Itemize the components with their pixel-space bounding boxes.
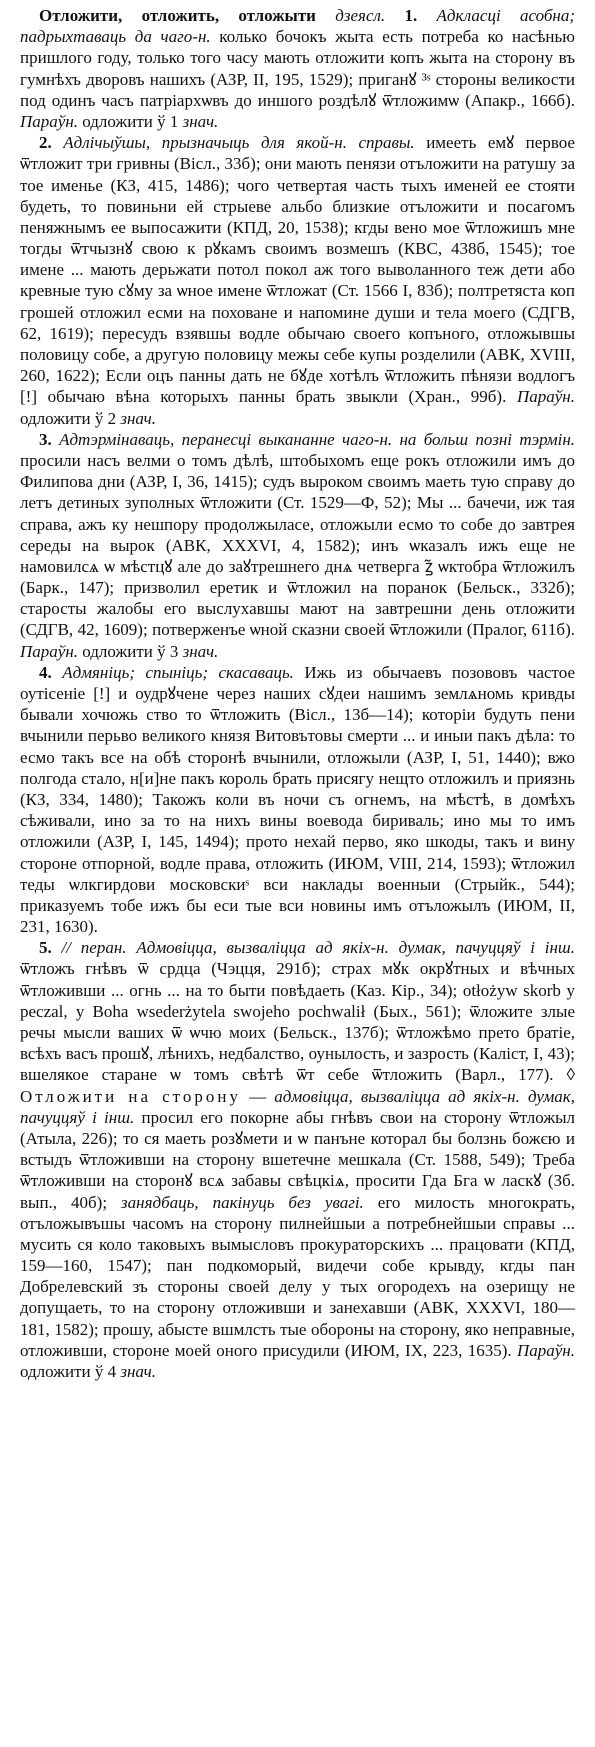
sense-2-run-5: знач. — [120, 408, 157, 428]
sense-3-paragraph — [20, 429, 575, 662]
sense-2-run-4: одложити ў 2 — [20, 408, 121, 428]
sense-4-run-0: 4. — [39, 662, 52, 682]
sense-5-run-5: адмовіцца, вызваліцца ад якіх-н. думак, пачуццяў і інш. — [20, 1086, 575, 1127]
sense-5-run-6: просил его покорне абы гнѣвъ свои на сторону ѿтложыл (Атыла, 226); то ся маеть розꙋмети и ѡ панъне которал бы болзнь божєю и встыдъ ѿтложивши на сторону вшетечне мешкала (Ст. 1588, 549); Треба ѿтложивши на сторонꙋ всѧ забавы свѣцкіѧ, просити Гда Бга ѡ ласкꙋ (Зб. вып., 40б); — [20, 1107, 576, 1212]
sense-1-run-5: знач. — [182, 111, 219, 131]
sense-3-run-4: одложити ў 3 — [78, 641, 183, 661]
sense-3-run-0: 3. — [39, 429, 52, 449]
sense-2-run-0: 2. — [39, 133, 52, 153]
sense-4-run-1: Адмяніць; спыніць; скасаваць. — [51, 662, 294, 682]
sense-5-run-3: Отложити на сторону — [20, 1086, 241, 1106]
sense-2-run-3: Параўн. — [516, 387, 575, 407]
sense-3-run-5: знач. — [182, 641, 219, 661]
part-of-speech: дзеясл. — [335, 6, 386, 25]
sense-5-run-2: ѿтложъ гнѣвъ ѿ срдца (Чэцця, 291б); страх мꙋк окрꙋтных и вѣчных ѿтложивши ... огнь ... на то быти повѣдаеть (Каз. Кір., 34); otłożyw skorb у peczal, у Boha wsederżytela swojeho pochwalił (Бых., 561); ѿложите злые речы мысли ваших ѿ ѡчю моих (Бельск., 137б); ѿтложѣмо прето братіе, всѣхъ васъ прошꙋ, лѣнихъ, недбалство, оунылость, и зазрость (Каліст, I, 43); вшелякое старане ѡ томъ свѣтѣ ѿт себе ѿтложить (Варл., 177). ◊ — [20, 959, 575, 1085]
sense-1-run-1: Адкласці асобна; падрыхтаваць да чаго-н. — [20, 6, 575, 47]
sense-1-run-2: колько бочокъ жыта есть потреба ко насѣнью пришлого году, только того часу мають отложити копъ жыта на сторону въ гумнѣхъ дворовъ нашихъ (АЗР, II, 195, 1529); приганꙋ ³ˢ стороны великости под одинъ часъ патріархѡвъ до иншого роздѣлꙋ ѿтложимѡ (Апакр., 166б). — [20, 27, 575, 110]
sense-body — [20, 663, 575, 936]
sense-4-run-2: Ижь из обычаевъ позововъ частое оутісеніе [!] и оудрꙋчене через наших сꙋдеи нашимъ землѧномь кривды бывали хочюжь ство то ѿтложить (Вісл., 13б—14); которіи будуть пени вчынили перьво великого князя Витовътовы смерти ... и иныи пакъ дѣла: то есмо такъ все на обѣ сторонѣ вчынили, отложыли (АЗР, I, 51, 1440); вжо полгода стало, н[и]не пакъ король брать присягу нещто отложилъ и приязнь (КЗ, 334, 1480); Такожъ коли въ ночи съ огнемъ, на мѣстѣ, в домѣхъ сѣживали, ино за то на нихъ вины воевода бириваль; ино мы то имъ отложили (АЗР, I, 145, 1494); прото нехай перво, яко шкоды, такъ и вину стороне отпорной, водле права, отложить (ИЮМ, VIII, 214, 1593); ѿтложил теды ѡлкгирдови московскиˢ вси наклады военныи (Стрыйк., 544); приказуемъ тобе ижъ бы еси тые вси новины имъ отъложылъ (ИЮМ, II, 231, 1630). — [20, 662, 575, 937]
sense-body — [20, 133, 575, 427]
sense-5-run-9: Параўн. — [516, 1340, 575, 1360]
sense-1-run-4: одложити ў 1 — [78, 111, 183, 131]
sense-5-run-1: // перан. Адмовіцца, вызваліцца ад якіх-н. думак, пачуццяў і інш. — [51, 938, 575, 958]
headword: Отложити, отложить, отложыти — [39, 6, 316, 25]
sense-2-paragraph — [20, 132, 575, 429]
sense-4-paragraph — [20, 662, 575, 937]
sense-5-run-8: его милость многократь, отъложывъшы часомъ на сторону пилнейшыи а потребнейшыи справы ... мусить ся коло таковыхъ вымысловъ прокураторскихъ ... працовати (КПД, 159—160, 1547); пан подкоморый, видечи собе крывду, кгды пан Добрелевский зъ стороны своей делу у тых огородехъ на озерищу не допущаеть, то на сторону отложивши и занехавши (АВК, XXXVI, 180—181, 1582); прошу, абысте вшмлсть тые обороны на сторону, яко неправные, отложивши, стороне моей оного присудили (ИЮМ, IX, 223, 1635). — [20, 1192, 575, 1360]
sense-3-run-2: просили насъ велми о томъ дѣлѣ, штобыхомъ еще рокъ отложили имъ до Филипова дни (АЗР, I, 36, 1415); судъ выроком своимъ маеть тую справу до летъ детиных зуполных ѿтложити (Ст. 1529—Ф, 52); Мы ... бачечи, иж тая справа, ажъ ку нешпору продолжыласе, отложыли есмо то собе до завтрея середы на вырок (АВК, XXXVI, 4, 1582); инъ ѡказалъ ижъ еще не намовилсѧ ѡ мѣстцꙋ але до заꙋтрешнего днѧ четверга ꙁ̃ ѡктобра ѿтложилъ (Барк., 147); призволил еретик и ѿтложил на поранок (Бельск., 332б); старосты жалобы его выслухавшы мают на завтрешни день отложити (СДГВ, 42, 1609); потверженъе ѡной сказни своей ѿтложили (Пралог, 611б). — [20, 450, 575, 640]
sense-2-run-2: имееть емꙋ первое ѿтложит три гривны (Вісл., 33б); они мають пенязи отъложити на ратушу за тое именье (КЗ, 415, 1486); чого четвертая часть тыхъ имeней ее стояти будеть, то повиньни ей стрыеве альбо близкие отъложити и посагомъ пеняжнымъ ее выпосажити (КПД, 20, 1538); кгды вено мое ѿтложишъ мне тогды ѿтчызнꙋ свою к рꙋкамъ своимъ возмешъ (КВС, 438б, 1545); тое имене ... мають дерьжати потол покол аж того выволанного теж дети або кревные тую сꙋму за ѡное имене ѿтложат (Ст. 1566 I, 83б); полтретяста коп грошей отложил есми на поховане и напомине души и тела моего (СДГВ, 62, 1619); пересудъ взявшы водле обычаю своего копъного, отложывшы половицу собе, а другую половицу межы себе купы розделили (АВК, XVIII, 260, 1622); Если оцъ панны дать не бꙋде хотѣлъ ѿтложить пѣнязи водлогъ [!] обычаю вѣна которыхъ панны брать звыкли (Хран., 99б). — [20, 133, 575, 407]
sense-5-run-0: 5. — [39, 938, 52, 958]
sense-5-run-4: — — [240, 1086, 275, 1106]
sense-body — [20, 430, 575, 661]
sense-1-paragraph — [20, 0, 575, 132]
sense-5-run-11: знач. — [120, 1362, 157, 1381]
sense-5-paragraph — [20, 937, 575, 1382]
sense-3-run-1: Адтэрмінаваць, перанесці выкананне чаго-н. на больш позні тэрмін. — [51, 429, 575, 449]
sense-body — [20, 938, 575, 1381]
sense-5-run-7: занядбаць, пакінуць без увагі. — [121, 1192, 364, 1212]
sense-1-run-0: 1. — [404, 6, 418, 25]
sense-3-run-3: Параўн. — [20, 641, 79, 661]
sense-2-run-1: Адлічыўшы, прызначыць для якой-н. справы. — [51, 133, 415, 153]
sense-1-run-3: Параўн. — [20, 111, 79, 131]
dictionary-entry — [20, 0, 575, 1382]
sense-5-run-10: одложити ў 4 — [20, 1362, 121, 1381]
